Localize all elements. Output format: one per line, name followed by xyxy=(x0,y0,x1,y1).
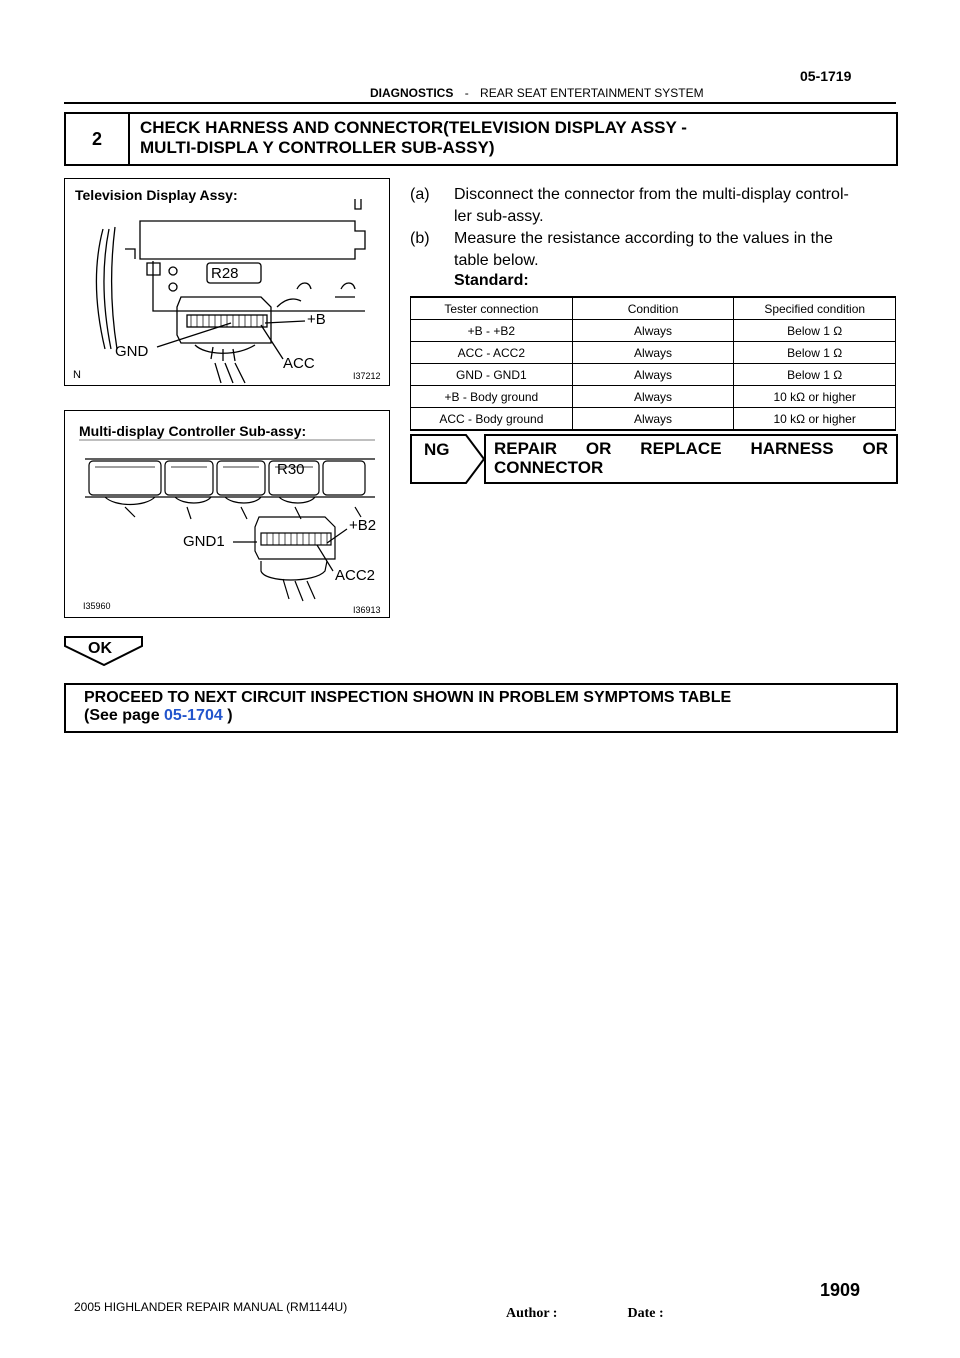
spec-table xyxy=(410,296,896,431)
spec-cell: 10 kΩ or higher xyxy=(734,408,896,431)
proceed-line2-suffix: ) xyxy=(222,707,233,724)
instruction-b-text2: table below. xyxy=(454,252,539,269)
figure-television-display xyxy=(64,178,390,386)
footer-manual-title: 2005 HIGHLANDER REPAIR MANUAL (RM1144U) xyxy=(74,1300,348,1314)
page-link-05-1704[interactable]: 05-1704 xyxy=(164,707,223,724)
controller-connector-drawing xyxy=(65,411,389,617)
ng-label: NG xyxy=(424,440,450,459)
figure-multi-display-controller xyxy=(64,410,390,618)
spec-cell: +B - Body ground xyxy=(411,386,573,408)
footer-page-number: 1909 xyxy=(820,1280,861,1300)
spec-header-tester: Tester connection xyxy=(411,297,573,320)
table-row xyxy=(411,408,896,431)
figure2-caption: Multi-display Controller Sub-assy: xyxy=(79,423,307,439)
spec-header-condition: Condition xyxy=(572,297,734,320)
step-title-line1: CHECK HARNESS AND CONNECTOR(TELEVISION DISPLAY ASSY - xyxy=(140,118,687,137)
terminal-label-acc2: ACC2 xyxy=(335,567,376,584)
instruction-a-text2: ler sub-assy. xyxy=(454,208,544,225)
page-code: 05-1719 xyxy=(800,68,852,84)
spec-table-header xyxy=(411,297,896,320)
table-row xyxy=(411,320,896,342)
figure1-id: I37212 xyxy=(353,371,381,381)
figure2-id: I36913 xyxy=(353,605,381,615)
terminal-label-gnd: GND xyxy=(115,343,149,360)
ng-action-line2: CONNECTOR xyxy=(494,458,604,477)
instruction-b-text: Measure the resistance according to the values in the xyxy=(454,230,833,247)
instruction-a xyxy=(410,184,896,228)
standard-label: Standard: xyxy=(454,272,529,289)
instruction-b xyxy=(410,228,896,272)
step-number: 2 xyxy=(66,114,130,164)
spec-header-specified: Specified condition xyxy=(734,297,896,320)
tv-display-connector-drawing xyxy=(65,179,389,385)
proceed-line1: PROCEED TO NEXT CIRCUIT INSPECTION SHOWN IN PROBLEM SYMPTOMS TABLE xyxy=(84,689,732,706)
figure1-caption: Television Display Assy: xyxy=(75,187,238,203)
header-rule xyxy=(64,102,896,104)
terminal-label-b2: +B2 xyxy=(349,517,377,534)
terminal-label-b: +B xyxy=(307,311,326,328)
instruction-b-label: (b) xyxy=(410,230,430,247)
instruction-a-label: (a) xyxy=(410,186,430,203)
spec-cell: ACC - ACC2 xyxy=(411,342,573,364)
spec-cell: Always xyxy=(572,386,734,408)
figure2-id-left: I35960 xyxy=(83,601,111,611)
section-header xyxy=(370,86,704,100)
spec-cell: Below 1 Ω xyxy=(734,342,896,364)
spec-cell: GND - GND1 xyxy=(411,364,573,386)
connector-label-r30: R30 xyxy=(277,461,305,478)
terminal-label-acc: ACC xyxy=(283,355,315,372)
section-header-rest: REAR SEAT ENTERTAINMENT SYSTEM xyxy=(480,86,704,100)
spec-cell: Below 1 Ω xyxy=(734,320,896,342)
spec-cell: ACC - Body ground xyxy=(411,408,573,431)
spec-cell: +B - +B2 xyxy=(411,320,573,342)
spec-cell: Below 1 Ω xyxy=(734,364,896,386)
table-row xyxy=(411,342,896,364)
spec-cell: Always xyxy=(572,320,734,342)
table-row xyxy=(411,364,896,386)
spec-cell: 10 kΩ or higher xyxy=(734,386,896,408)
spec-cell: Always xyxy=(572,364,734,386)
proceed-line2-prefix: (See page xyxy=(84,707,165,724)
step-title xyxy=(140,118,880,158)
figure1-corner-label: N xyxy=(73,369,81,381)
section-header-bold: DIAGNOSTICS xyxy=(370,86,454,100)
step-title-line2: MULTI-DISPLA Y CONTROLLER SUB-ASSY) xyxy=(140,138,495,157)
proceed-box xyxy=(64,683,898,733)
section-header-dash: - xyxy=(464,86,469,100)
connector-label-r28: R28 xyxy=(211,265,239,282)
instruction-a-text: Disconnect the connector from the multi-display control- xyxy=(454,186,849,203)
proceed-line2 xyxy=(84,707,233,725)
terminal-label-gnd1: GND1 xyxy=(183,533,225,550)
ok-label: OK xyxy=(88,640,112,657)
spec-cell: Always xyxy=(572,342,734,364)
ng-action-line1: REPAIR OR REPLACE HARNESS OR xyxy=(494,439,888,458)
step-box xyxy=(64,112,898,166)
spec-cell: Always xyxy=(572,408,734,431)
footer-author-date: Author : Date : xyxy=(506,1306,664,1321)
table-row xyxy=(411,386,896,408)
ng-action-box xyxy=(484,434,898,484)
